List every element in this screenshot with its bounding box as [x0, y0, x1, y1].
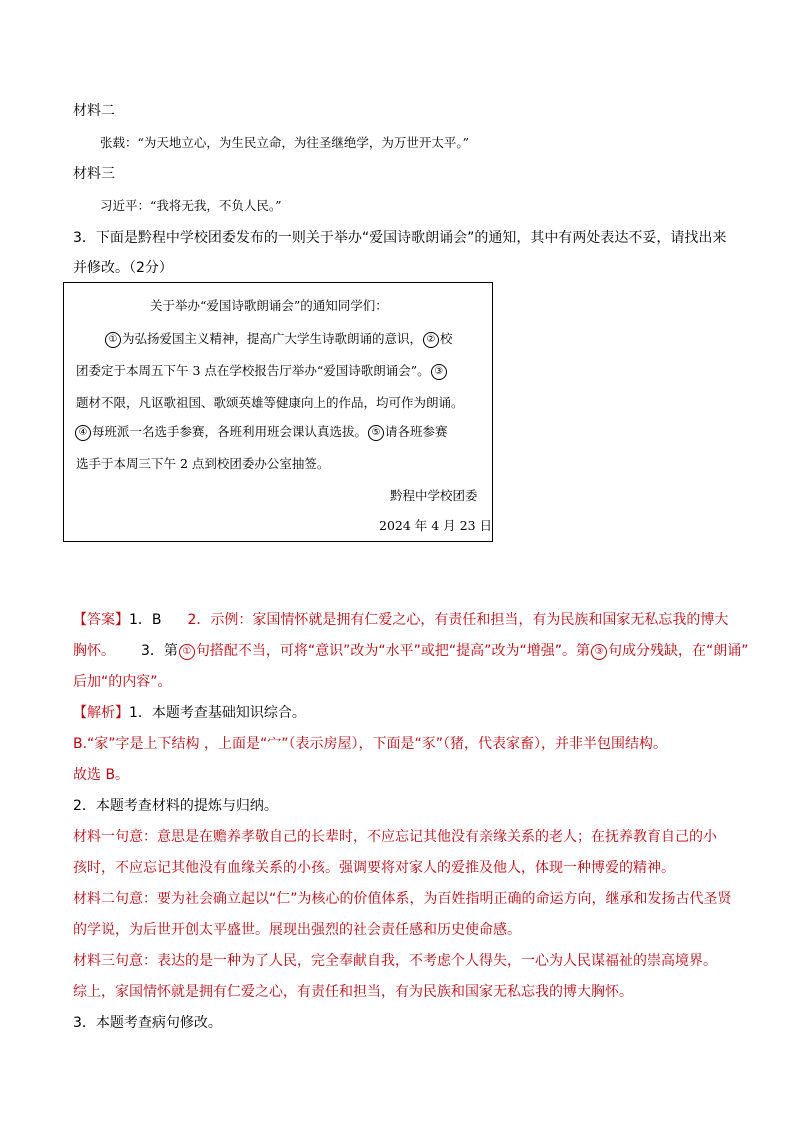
- circled-number-1: ①: [105, 332, 121, 348]
- notice-line-1: ① 为弘扬爱国主义精神，提高广大学生诗歌朗诵的意识， ② 校: [104, 329, 453, 348]
- circled-number-4: ④: [75, 425, 91, 441]
- analysis-line-10: 综上，家国情怀就是拥有仁爱之心，有责任和担当，有为民族和国家无私忘我的博大胸怀。: [73, 984, 633, 1000]
- analysis-line-3: 故选 B。: [73, 767, 130, 783]
- notice-line-2: 团委定于本周五下午 3 点在学校报告厅举办“爱国诗歌朗诵会”。 ③: [76, 361, 448, 380]
- analysis-line-2: B.“家”字是上下结构 ，上面是“宀”（表示房屋），下面是“豕”（猪，代表家畜），并非半包围结构。: [73, 736, 668, 752]
- notice-line-5: 选手于本周三下午 2 点到校团委办公室抽签。: [76, 456, 330, 471]
- analysis-line-9: 材料三句意：表达的是一种为了人民，完全奉献自我，不考虑个人得失，一心为人民谋福祉的崇高境界。: [73, 953, 717, 969]
- answer-tag: 【答案】: [73, 612, 129, 628]
- notice-line-3: 题材不限，凡讴歌祖国、歌颂英雄等健康向上的作品，均可作为朗诵。: [76, 395, 464, 410]
- material-2-quote: 张载：“为天地立心，为生民立命，为往圣继绝学，为万世开太平。”: [100, 135, 470, 150]
- notice-signature: 黔程中学校团委: [390, 488, 478, 503]
- analysis-line-11: 3．本题考查病句修改。: [73, 1015, 222, 1031]
- material-2-title: 材料二: [73, 103, 115, 119]
- notice-box: [63, 282, 493, 542]
- circled-number-1: ①: [179, 644, 195, 660]
- analysis-line-5: 材料一句意：意思是在赡养孝敬自己的长辈时，不应忘记其他没有亲缘关系的老人；在抚养教育自己的小: [73, 829, 717, 845]
- notice-title: 关于举办“爱国诗歌朗诵会”的通知同学们：: [150, 298, 388, 313]
- answer-line-1: 【答案】1．B 2．示例：家国情怀就是拥有仁爱之心，有责任和担当，有为民族和国家无私忘我的博大: [73, 612, 729, 628]
- analysis-line-1: 【解析】1．本题考查基础知识综合。: [73, 705, 306, 721]
- analysis-tag: 【解析】: [73, 705, 129, 721]
- material-3-quote: 习近平：“我将无我，不负人民。”: [100, 198, 282, 213]
- analysis-line-7: 材料二句意：要为社会确立起以“仁”为核心的价值体系，为百姓指明正确的命运方向，继承和发扬古代圣贤: [73, 891, 732, 907]
- notice-line-4: ④ 每班派一名选手参赛，各班利用班会课认真选拔。 ⑤ 请各班参赛: [74, 422, 448, 441]
- material-3-title: 材料三: [73, 166, 115, 182]
- question-3-line-2: 并修改。（2分）: [73, 260, 173, 276]
- analysis-line-8: 的学说，为后世开创太平盛世。展现出强烈的社会责任感和历史使命感。: [73, 922, 521, 938]
- analysis-line-6: 孩时，不应忘记其他没有血缘关系的小孩。强调要将对家人的爱推及他人，体现一种博爱的精神。: [73, 860, 675, 876]
- analysis-line-4: 2．本题考查材料的提炼与归纳。: [73, 798, 278, 814]
- circled-number-2: ②: [423, 332, 439, 348]
- answer-line-3: 后加“的内容”。: [73, 674, 172, 690]
- question-3-line-1: 3．下面是黔程中学校团委发布的一则关于举办“爱国诗歌朗诵会”的通知，其中有两处表达不妥，请找出来: [73, 230, 727, 246]
- answer-line-2: 胸怀。 3．第 ① 句搭配不当，可将“意识”改为“水平”或把“提高”改为“增强”。第 ③ 句成分残缺，在“朗诵”: [73, 643, 749, 659]
- circled-number-5: ⑤: [368, 425, 384, 441]
- circled-number-3: ③: [431, 364, 447, 380]
- circled-number-3: ③: [591, 644, 607, 660]
- notice-date: 2024 年 4 月 23 日: [379, 518, 493, 533]
